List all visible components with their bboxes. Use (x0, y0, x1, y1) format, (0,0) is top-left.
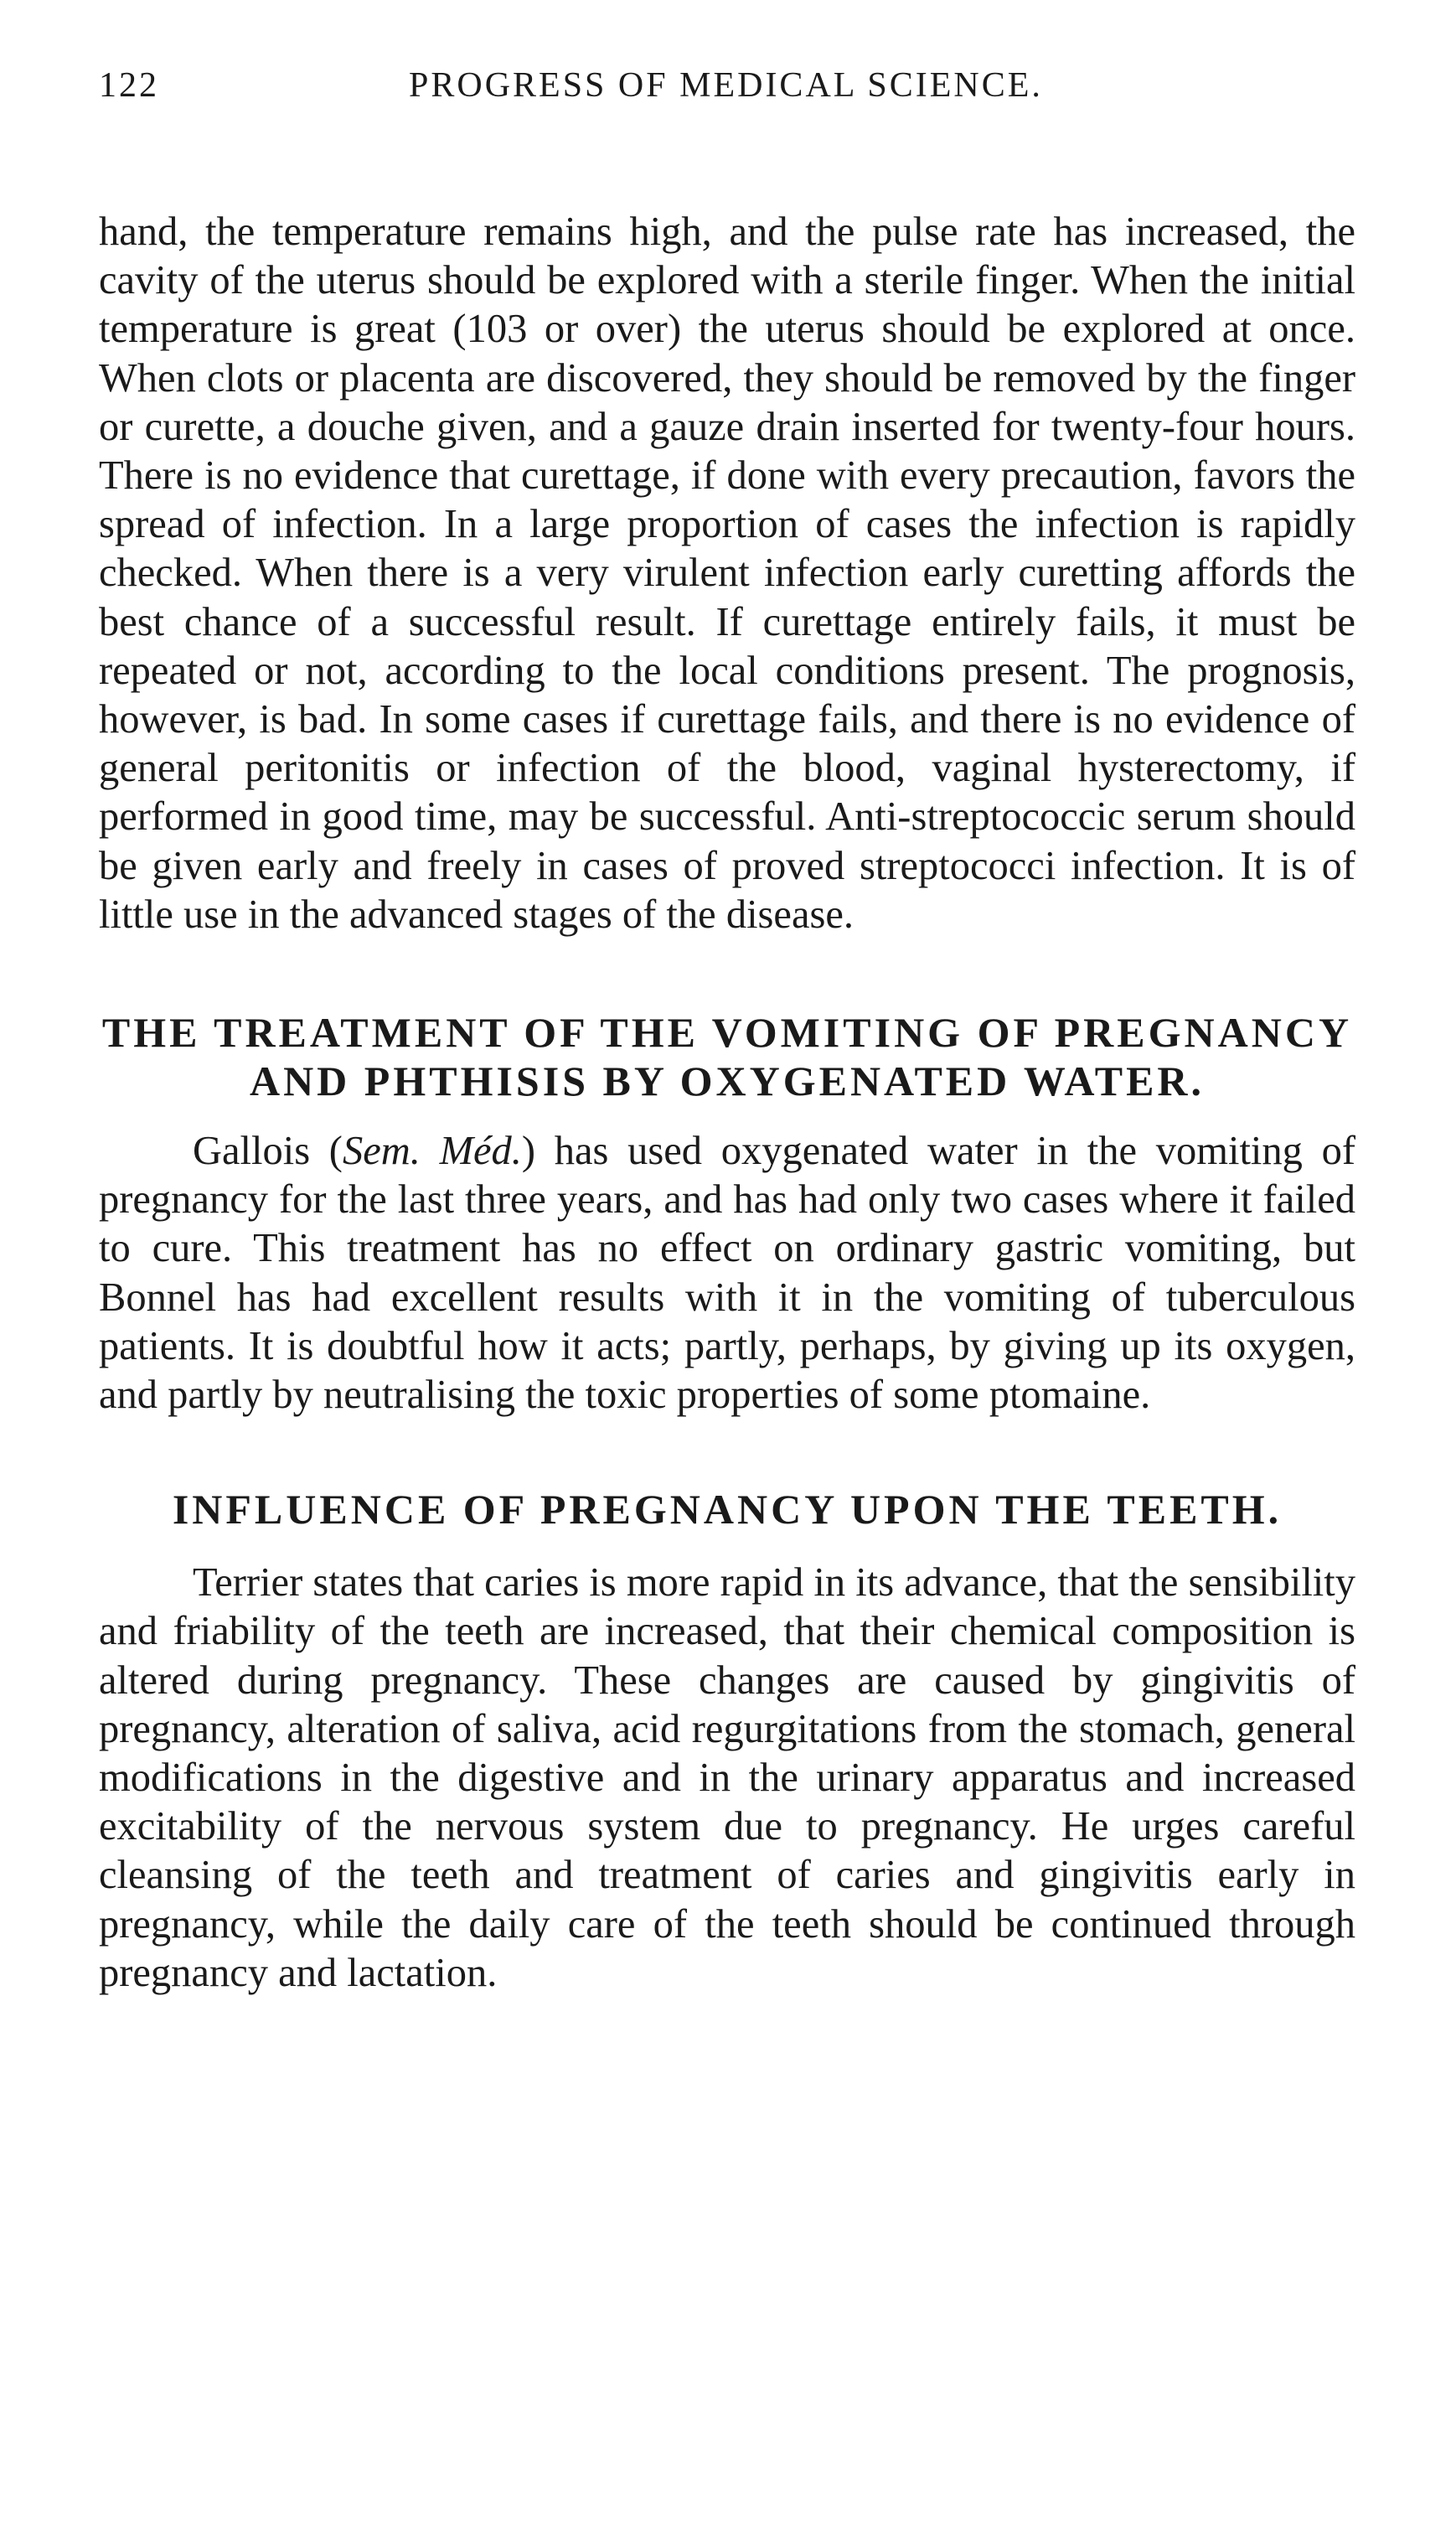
section-body-vomiting-pregnancy: Gallois (Sem. Méd.) has used oxygenated water in the vomiting of pregnancy for the last three years, and has had only two cases where it failed to cure. This treatment has no effect on ordinary gastric vomiting, but Bonnel has had excellent results with it in the vomiting of tuberculous patients. It is doubtful how it acts; partly, perhaps, by giving up its oxygen, and partly by neutralising the toxic properties of some ptomaine. (99, 1129, 1355, 1418)
section-heading-teeth: INFLUENCE OF PREGNANCY UPON THE TEETH. (172, 1486, 1283, 1533)
source-citation: Sem. Méd. (342, 1129, 522, 1174)
author-name: Gallois (193, 1129, 311, 1174)
book-page (99, 59, 1355, 1998)
section-body-teeth: Terrier states that caries is more rapid in its advance, that the sensibility and friability of the teeth are increased, that their chemical composition is altered during pregnancy. These changes are caused by gingivitis of pregnancy, alteration of saliva, acid regurgitations from the stomach, general modifications in the digestive and in the urinary apparatus and increased excitability of the nervous system due to pregnancy. He urges careful cleansing of the teeth and treatment of caries and gingivitis early in pregnancy, while the daily care of the teeth should be continued through pregnancy and lactation. (99, 1560, 1355, 1995)
page-header (99, 59, 1355, 126)
continued-paragraph: hand, the temperature remains high, and the pulse rate has increased, the cavity of the uterus should be explored with a sterile finger. When the initial temperature is great (103 or over) the uterus should be explored at once. When clots or placenta are discovered, they should be removed by the finger or curette, a douche given, and a gauze drain inserted for twenty-four hours. There is no evidence that curettage, if done with every precaution, favors the spread of infection. In a large proportion of cases the infection is rapidly checked. When there is a very virulent infection early curetting affords the best chance of a successful result. If curettage entirely fails, it must be repeated or not, according to the local conditions present. The prognosis, however, is bad. In some cases if curettage fails, and there is no evidence of general peritonitis or infection of the blood, vaginal hysterectomy, if performed in good time, may be successful. Anti-streptococcic serum should be given early and freely in cases of proved streptococci infection. It is of little use in the advanced stages of the disease. (99, 209, 1355, 937)
section-body-text: has used oxygenated water in the vomiting of pregnancy for the last three years, and has had only two cases where it failed to cure. This treatment has no effect on ordinary gastric vomiting, but Bonnel has had excellent results with it in the vomiting of tuberculous patients. It is doubtful how it acts; partly, perhaps, by giving up its oxygen, and partly by neutralising the toxic properties of some ptomaine. (99, 1129, 1355, 1418)
page-number: 122 (99, 66, 159, 105)
section-heading-vomiting-pregnancy: THE TREATMENT OF THE VOMITING OF PREGNANCY AND PHTHISIS BY OXYGENATED WATER. (101, 1009, 1353, 1105)
running-title: PROGRESS OF MEDICAL SCIENCE. (409, 66, 1043, 105)
